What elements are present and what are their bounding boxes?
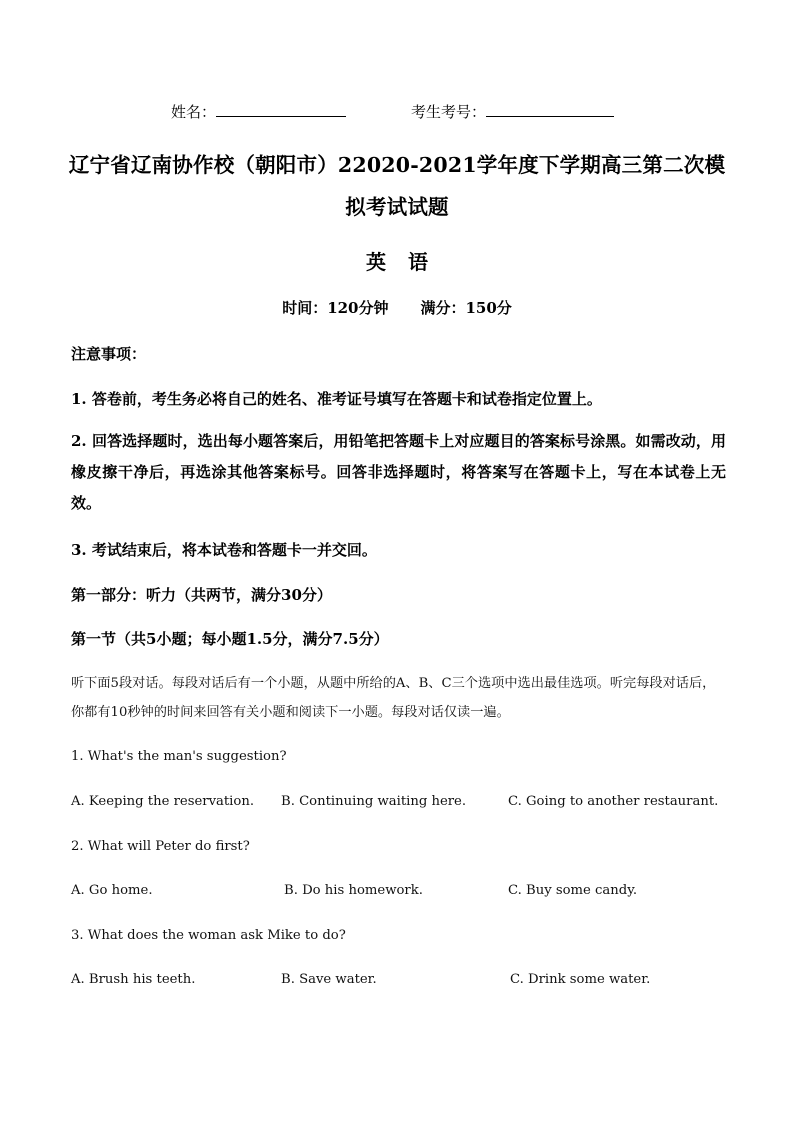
option-c[interactable]: C. Drink some water. <box>510 972 651 987</box>
option-b[interactable]: B. Continuing waiting here. <box>281 794 467 809</box>
question-stem: 1. What's the man's suggestion? <box>71 749 287 764</box>
name-field <box>171 101 346 122</box>
subject-title: 英语 <box>366 250 450 274</box>
full-score: 满分：150分 <box>420 299 512 317</box>
time-limit: 时间：120分钟 <box>282 299 389 317</box>
option-c[interactable]: C. Buy some candy. <box>508 883 638 898</box>
notes-heading: 注意事项： <box>71 345 147 363</box>
option-a[interactable]: A. Go home. <box>71 883 153 898</box>
option-b[interactable]: B. Do his homework. <box>284 883 423 898</box>
question-stem: 3. What does the woman ask Mike to do? <box>71 928 346 943</box>
option-c[interactable]: C. Going to another restaurant. <box>508 794 719 809</box>
section1-heading: 第一节（共5小题；每小题1.5分，满分7.5分） <box>71 630 389 648</box>
exam-number-blank[interactable] <box>486 102 614 117</box>
exam-meta <box>0 297 794 318</box>
name-label: 姓名： <box>171 103 217 121</box>
note-item: 2. 回答选择题时，选出每小题答案后，用铅笔把答题卡上对应题目的答案标号涂黑。如需改动，用橡皮擦干净后，再选涂其他答案标号。回答非选择题时，将答案写在答题卡上，写在本试卷上无效。 <box>71 432 726 512</box>
exam-title-line2: 拟考试试题 <box>345 195 449 219</box>
option-a[interactable]: A. Keeping the reservation. <box>71 794 255 809</box>
note-item: 3. 考试结束后，将本试卷和答题卡一并交回。 <box>71 541 377 559</box>
exam-title-line1: 辽宁省辽南协作校（朝阳市）22020-2021学年度下学期高三第二次模 <box>68 153 726 177</box>
exam-number-label: 考生考号： <box>411 103 487 121</box>
listening-instructions: 听下面5段对话。每段对话后有一个小题，从题中所给的A、B、C三个选项中选出最佳选项。听完每段对话后，你都有10秒钟的时间来回答有关小题和阅读下一小题。每段对话仅读一遍。 <box>71 676 716 720</box>
question-stem: 2. What will Peter do first? <box>71 839 250 854</box>
exam-number-field <box>411 101 614 122</box>
part1-heading: 第一部分：听力（共两节，满分30分） <box>71 586 332 604</box>
name-blank[interactable] <box>216 102 346 117</box>
note-item: 1. 答卷前，考生务必将自己的姓名、准考证号填写在答题卡和试卷指定位置上。 <box>71 390 602 408</box>
option-a[interactable]: A. Brush his teeth. <box>71 972 196 987</box>
option-b[interactable]: B. Save water. <box>281 972 377 987</box>
